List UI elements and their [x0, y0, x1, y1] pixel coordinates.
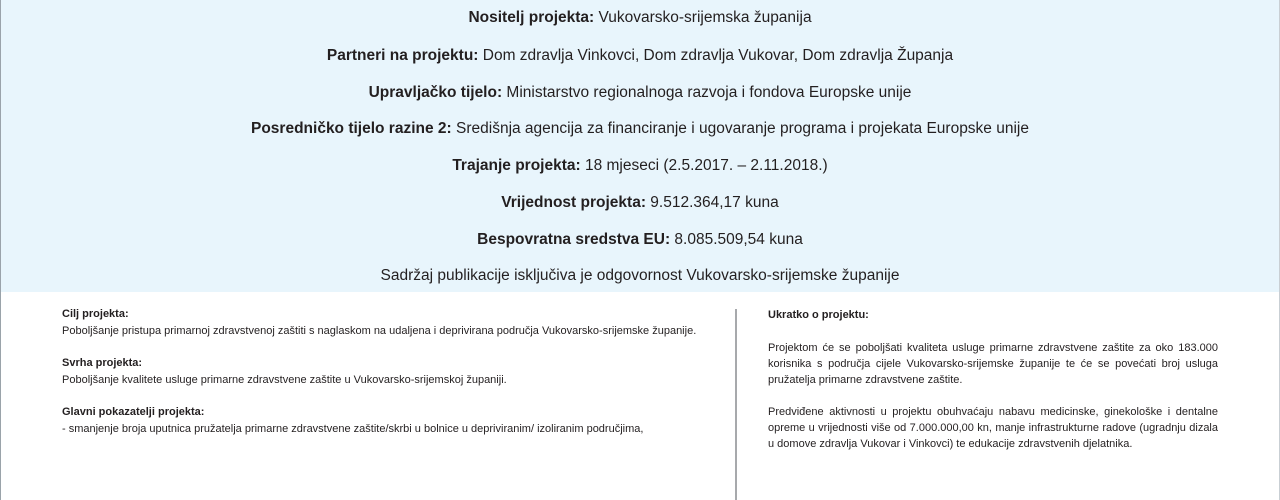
project-holder-value: Vukovarsko-srijemska županija [594, 9, 812, 26]
project-duration-line [1, 156, 1279, 176]
project-holder-label: Nositelj projekta: [468, 9, 595, 26]
disclaimer: Sadržaj publikacije isključiva je odgovornost Vukovarsko-srijemske županije [380, 267, 900, 284]
purpose-heading: Svrha projekta: [62, 357, 143, 369]
intermediate-body-value: Središnja agencija za financiranje i ugovaranje programa i projekata Europske unije [451, 120, 1029, 137]
managing-authority-line [1, 83, 1279, 103]
right-column [768, 307, 1218, 468]
project-value-line [1, 193, 1279, 213]
goal-text: Poboljšanje pristupa primarnoj zdravstvenoj zaštiti s naglaskom na udaljena i deprivirana područja Vukovarsko-srijemske županije. [62, 325, 697, 337]
eu-grant-label: Bespovratna sredstva EU: [477, 231, 671, 248]
project-value-value: 9.512.364,17 kuna [645, 194, 779, 211]
project-info-band [1, 0, 1279, 292]
project-partners-line [1, 46, 1279, 66]
goal-section [62, 306, 717, 339]
project-duration-value: 18 mjeseci (2.5.2017. – 2.11.2018.) [580, 157, 828, 174]
indicator-item: - smanjenje broja uputnica pružatelja primarne zdravstvene zaštite/skrbi u bolnice u depriviranim/ izoliranim područjima, [62, 423, 644, 435]
column-divider [735, 309, 737, 500]
project-holder-line [1, 8, 1279, 28]
eu-grant-value: 8.085.509,54 kuna [670, 231, 803, 248]
project-partners-value: Dom zdravlja Vinkovci, Dom zdravlja Vukovar, Dom zdravlja Županja [478, 47, 954, 64]
managing-authority-value: Ministarstvo regionalnoga razvoja i fondova Europske unije [502, 84, 912, 101]
project-value-label: Vrijednost projekta: [501, 194, 646, 211]
summary-paragraph-1: Projektom će se poboljšati kvaliteta usluge primarne zdravstvene zaštite za oko 183.000 korisnika s područja cijele Vukovarsko-srijemske županije te će se povećati broj usluga pružatelja primarne zdravstvene zaštite. [768, 342, 1218, 386]
summary-paragraph-2: Predviđene aktivnosti u projektu obuhvaćaju nabavu medicinske, ginekološke i dentalne opreme u vrijednosti više od 7.000.000,00 kn, manje infrastrukturne radove (ugradnju dizala u domove zdravlja Vukovar i Vinkovci) te edukacije zdravstvenih djelatnika. [768, 406, 1218, 450]
goal-heading: Cilj projekta: [62, 308, 129, 320]
summary-heading: Ukratko o projektu: [768, 309, 869, 321]
project-partners-label: Partneri na projektu: [326, 47, 479, 64]
managing-authority-label: Upravljačko tijelo: [368, 84, 503, 101]
purpose-text: Poboljšanje kvalitete usluge primarne zdravstvene zaštite u Vukovarsko-srijemskoj županiji. [62, 374, 507, 386]
intermediate-body-label: Posredničko tijelo razine 2: [251, 120, 452, 137]
indicators-section [62, 404, 717, 437]
left-column [62, 306, 717, 453]
intermediate-body-line [1, 119, 1279, 139]
purpose-section [62, 355, 717, 388]
eu-grant-line [1, 230, 1279, 250]
project-duration-label: Trajanje projekta: [452, 157, 581, 174]
indicators-heading: Glavni pokazatelji projekta: [62, 406, 205, 418]
